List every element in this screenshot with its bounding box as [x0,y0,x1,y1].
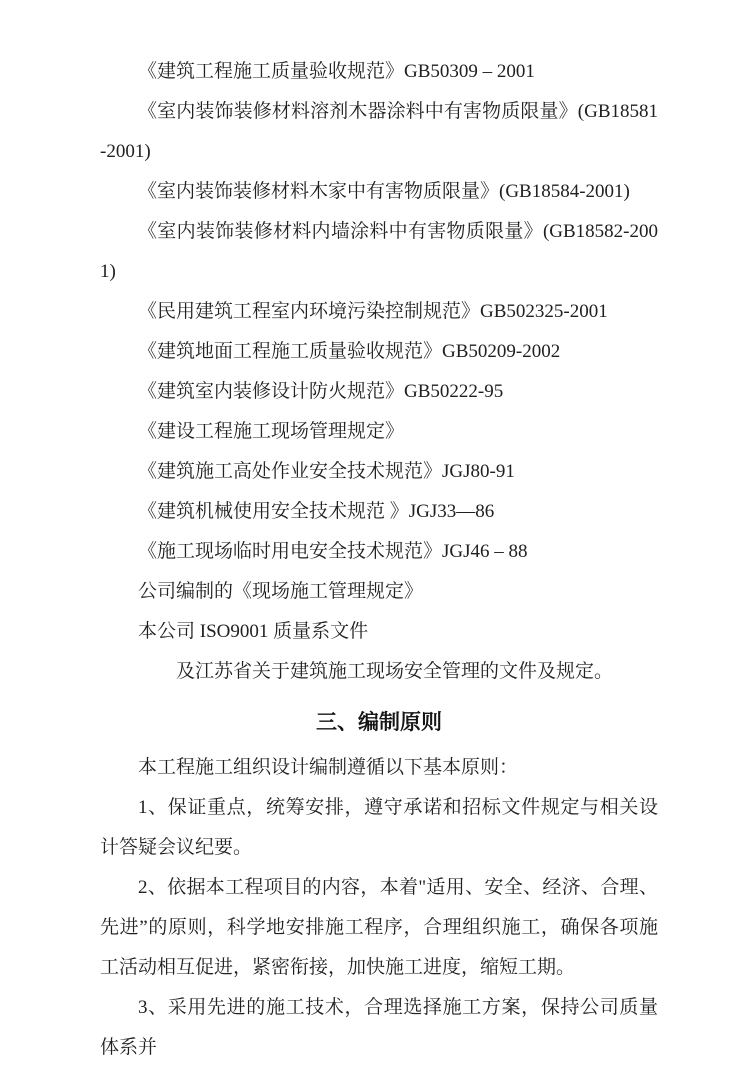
principle-item: 2、依据本工程项目的内容，本着"适用、安全、经济、合理、先进”的原则，科学地安排施工程序，合理组织施工，确保各项施工活动相互促进，紧密衔接，加快施工进度，缩短工期。 [100,877,658,978]
reference-item: 《建筑施工高处作业安全技术规范》JGJ80-91 [138,461,515,482]
reference-item: 《室内装饰装修材料内墙涂料中有害物质限量》(GB18582-2001) [100,221,658,282]
reference-item: 《室内装饰装修材料溶剂木器涂料中有害物质限量》(GB18581-2001) [100,101,658,162]
reference-item: 《室内装饰装修材料木家中有害物质限量》(GB18584-2001) [138,181,630,202]
principle-item: 1、保证重点，统筹安排，遵守承诺和招标文件规定与相关设计答疑会议纪要。 [100,797,658,858]
principle-item: 3、采用先进的施工技术，合理选择施工方案，保持公司质量体系并 [100,997,658,1058]
reference-item: 《建筑工程施工质量验收规范》GB50309 – 2001 [138,61,535,82]
reference-item: 本公司 ISO9001 质量系文件 [138,621,369,642]
reference-item: 及江苏省关于建筑施工现场安全管理的文件及规定。 [176,661,614,682]
section-intro: 本工程施工组织设计编制遵循以下基本原则： [138,757,519,778]
reference-item: 《建筑室内装修设计防火规范》GB50222-95 [138,381,504,402]
reference-item: 《民用建筑工程室内环境污染控制规范》GB502325-2001 [138,301,608,322]
section-heading: 三、编制原则 [316,710,442,734]
reference-item: 《建筑地面工程施工质量验收规范》GB50209-2002 [138,341,561,362]
reference-item: 《建筑机械使用安全技术规范 》JGJ33—86 [138,501,495,522]
reference-item: 公司编制的《现场施工管理规定》 [138,581,424,602]
reference-item: 《施工现场临时用电安全技术规范》JGJ46 – 88 [138,541,528,562]
reference-item: 《建设工程施工现场管理规定》 [138,421,405,442]
